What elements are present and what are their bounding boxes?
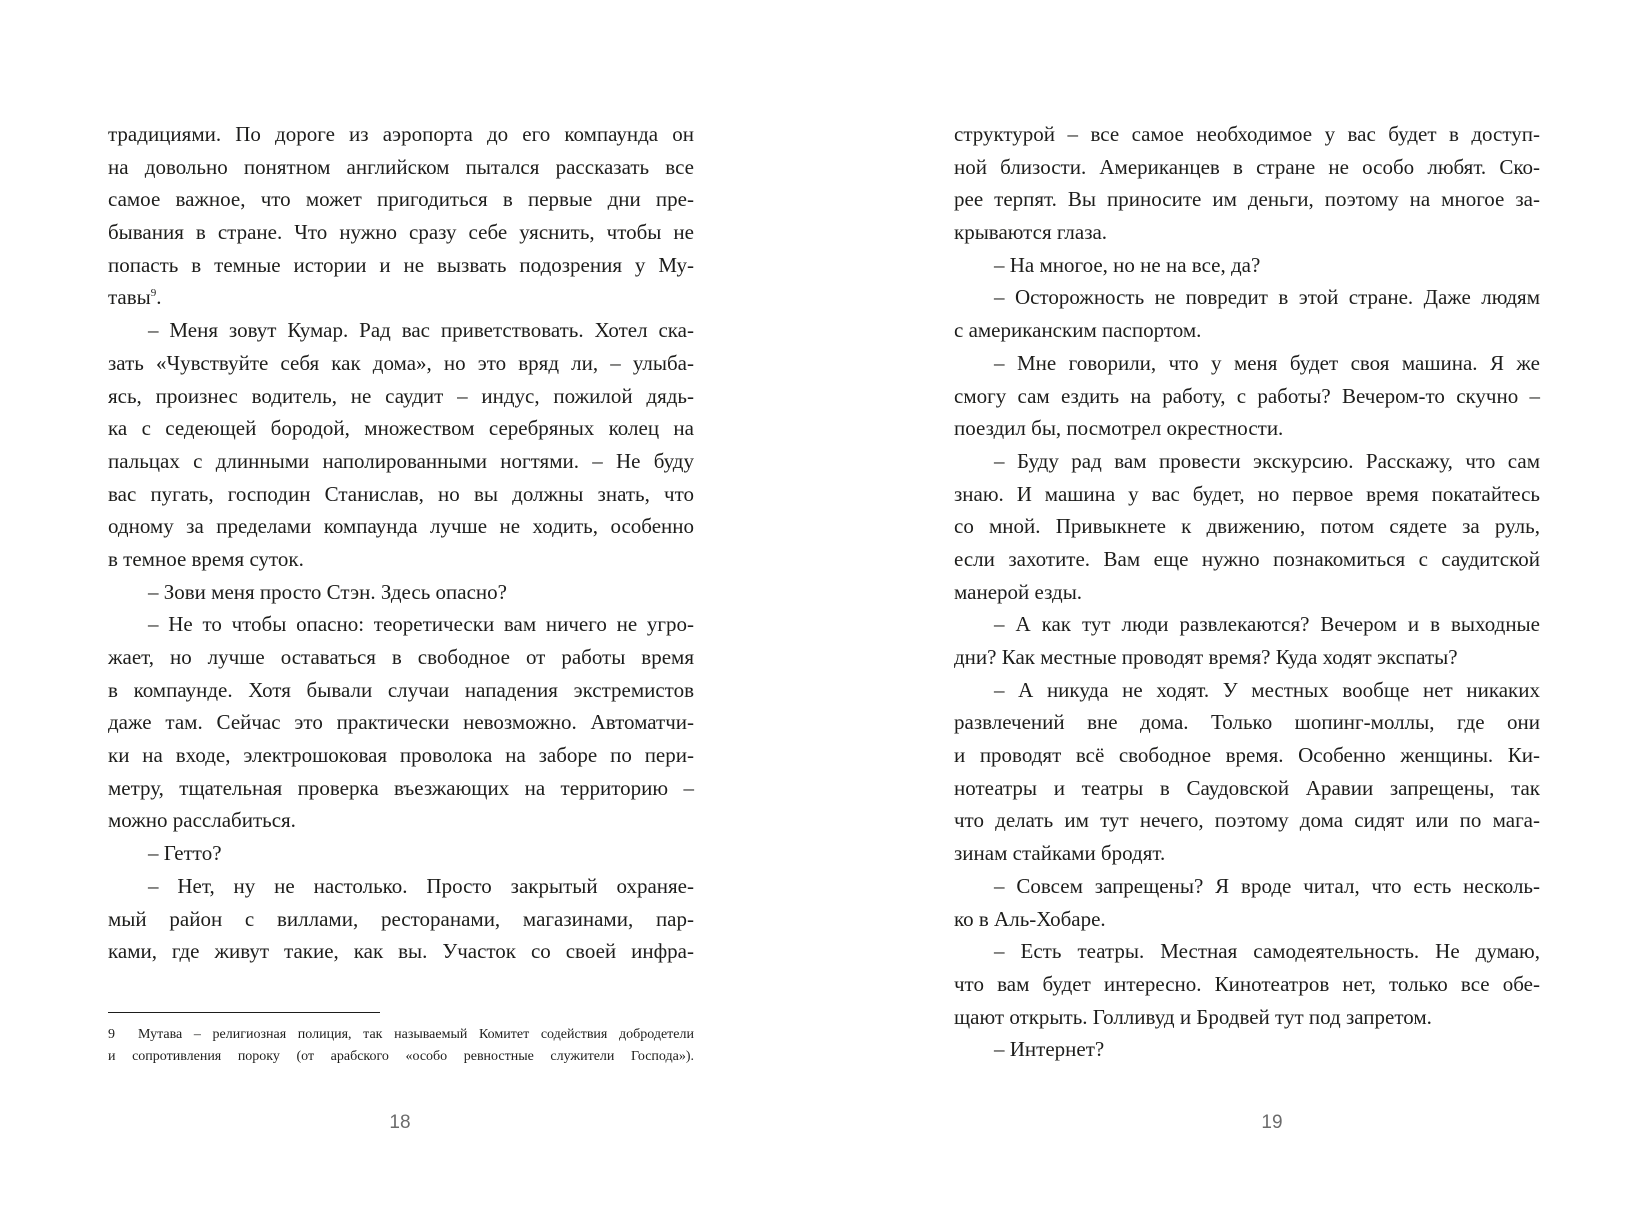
footnote-number: 9: [108, 1027, 115, 1042]
text-line-tail: .: [156, 285, 162, 310]
text-line-content: – Есть театры. Местная самодеятельность. Не думаю,: [994, 939, 1540, 964]
text-line-content: даже там. Сейчас это практически невозможно. Автоматчи-: [108, 710, 694, 735]
text-line-content: традициями. По дороге из аэропорта до его компаунда он: [108, 122, 694, 146]
text-line: [954, 641, 1540, 674]
text-line-content: – Мне говорили, что у меня будет своя машина. Я же: [994, 350, 1540, 375]
text-line: [108, 445, 694, 478]
text-line: [954, 183, 1540, 216]
text-line-content: – Гетто?: [148, 841, 222, 866]
text-line: [954, 739, 1540, 772]
text-line-content: нотеатры и театры в Саудовской Аравии запрещены, так: [954, 775, 1540, 800]
text-line: [954, 281, 1540, 314]
text-line-content: смогу сам ездить на работу, с работы? Вечером-то скучно –: [954, 383, 1540, 408]
text-line: [108, 249, 694, 282]
text-line: [954, 804, 1540, 837]
text-line: [954, 314, 1540, 347]
text-line: [108, 510, 694, 543]
text-line-content: попасть в темные истории и не вызвать подозрения у Му-: [108, 252, 694, 277]
text-line-content: можно расслабиться.: [108, 808, 296, 833]
text-line-content: развлечений вне дома. Только шопинг-моллы, где они: [954, 710, 1540, 735]
text-line-content: мый район с виллами, ресторанами, магазинами, пар-: [108, 906, 694, 931]
text-line-content: – Осторожность не повредит в этой стране. Даже людям: [994, 285, 1540, 310]
text-line-content: знаю. И машина у вас будет, но первое время покатайтесь: [954, 481, 1540, 506]
text-line: [108, 706, 694, 739]
text-line-content: дни? Как местные проводят время? Куда ходят экспаты?: [954, 645, 1458, 669]
page-number-right: 19: [1261, 1112, 1283, 1133]
text-line: [108, 543, 694, 576]
text-line-content: – А никуда не ходят. У местных вообще нет никаких: [994, 677, 1540, 702]
text-line: [954, 118, 1540, 151]
text-line: [108, 151, 694, 184]
text-line-content: вас пугать, господин Станислав, но вы должны знать, что: [108, 481, 694, 506]
text-line-content: – Не то чтобы опасно: теоретически вам ничего не угро-: [148, 612, 694, 637]
footnote-line-2: и сопротивления пороку (от арабского «особо ревностные служители Господа»).: [108, 1049, 694, 1064]
text-line-content: в темное время суток.: [108, 546, 304, 571]
text-line: [954, 445, 1540, 478]
text-line: [954, 249, 1540, 282]
footnote: [108, 1024, 694, 1068]
text-line-content: метру, тщательная проверка въезжающих на территорию –: [108, 775, 694, 800]
text-line-content: бывания в стране. Что нужно сразу себе уяснить, чтобы не: [108, 220, 694, 245]
footnote-divider: [108, 1012, 380, 1013]
text-line-content: в компаунде. Хотя бывали случаи нападения экстремистов: [108, 677, 694, 702]
text-line: [108, 576, 694, 609]
text-line: [954, 412, 1540, 445]
text-line-content: – Буду рад вам провести экскурсию. Расскажу, что сам: [994, 448, 1540, 473]
text-line-content: ками, где живут такие, как вы. Участок со своей инфра-: [108, 939, 694, 964]
text-line-content: что вам будет интересно. Кинотеатров нет, только все обе-: [954, 971, 1540, 996]
text-line: [954, 1001, 1540, 1034]
text-line-content: на довольно понятном английском пытался рассказать все: [108, 154, 694, 179]
text-line: [108, 674, 694, 707]
text-line: [954, 576, 1540, 609]
text-line-content: – Зови меня просто Стэн. Здесь опасно?: [148, 579, 507, 604]
text-line-content: – Меня зовут Кумар. Рад вас приветствовать. Хотел ска-: [148, 318, 694, 343]
text-line-content: одному за пределами компаунда лучше не ходить, особенно: [108, 514, 694, 539]
text-line: [108, 772, 694, 805]
footnote-text-1: Мутава – религиозная полиция, так называемый Комитет содействия добродетели: [138, 1027, 694, 1042]
text-line: [954, 706, 1540, 739]
text-line: [954, 870, 1540, 903]
text-line-content: зинам стайками бродят.: [954, 841, 1166, 866]
text-line: [108, 281, 694, 314]
text-line: [108, 478, 694, 511]
text-line: [108, 118, 694, 151]
text-line-content: – На многое, но не на все, да?: [994, 252, 1261, 277]
text-line: [954, 772, 1540, 805]
text-line: [108, 347, 694, 380]
text-line-content: – Совсем запрещены? Я вроде читал, что есть несколь-: [994, 873, 1540, 898]
text-line-content: поездил бы, посмотрел окрестности.: [954, 416, 1284, 441]
text-line: [954, 903, 1540, 936]
text-line-content: – Нет, ну не настолько. Просто закрытый охраняе-: [148, 873, 694, 898]
text-line-content: самое важное, что может пригодиться в первые дни пре-: [108, 187, 694, 212]
text-line: [954, 510, 1540, 543]
text-line: [108, 608, 694, 641]
text-line: [954, 380, 1540, 413]
text-line: [108, 903, 694, 936]
text-line-content: – Интернет?: [994, 1037, 1105, 1062]
text-line: [954, 347, 1540, 380]
footnote-reference[interactable]: 9: [150, 287, 157, 300]
text-line: [108, 641, 694, 674]
text-line: [954, 674, 1540, 707]
text-line-content: и проводят всё свободное время. Особенно женщины. Ки-: [954, 743, 1540, 768]
text-line-content: с американским паспортом.: [954, 318, 1202, 343]
text-line: [108, 412, 694, 445]
text-line: [108, 804, 694, 837]
text-line: [954, 1033, 1540, 1066]
text-line-content: тавы: [108, 285, 151, 310]
text-line: [108, 380, 694, 413]
text-line: [108, 183, 694, 216]
text-line: [108, 837, 694, 870]
text-line: [954, 837, 1540, 870]
text-line: [954, 478, 1540, 511]
text-line-content: ясь, произнес водитель, не саудит – индус, пожилой дядь-: [108, 383, 694, 408]
page-number-left: 18: [389, 1112, 411, 1133]
footnote-line-1: [108, 1024, 694, 1046]
text-line-content: что делать им тут нечего, поэтому дома сидят или по мага-: [954, 808, 1540, 833]
text-line-content: зать «Чувствуйте себя как дома», но это вряд ли, – улыба-: [108, 350, 694, 375]
text-line-content: пальцах с длинными наполированными ногтями. – Не буду: [108, 448, 694, 473]
text-line-content: рее терпят. Вы приносите им деньги, поэтому на многое за-: [954, 187, 1540, 212]
right-page-text: [954, 118, 1540, 1066]
text-line-content: структурой – все самое необходимое у вас будет в доступ-: [954, 122, 1540, 146]
text-line-content: щают открыть. Голливуд и Бродвей тут под запретом.: [954, 1004, 1432, 1029]
text-line-content: ко в Аль-Хобаре.: [954, 906, 1106, 931]
text-line: [954, 543, 1540, 576]
text-line-content: ка с седеющей бородой, множеством серебряных колец на: [108, 416, 694, 441]
text-line-content: крываются глаза.: [954, 220, 1108, 245]
text-line-content: ной близости. Американцев в стране не особо любят. Ско-: [954, 154, 1540, 179]
text-line: [954, 968, 1540, 1001]
text-line: [954, 608, 1540, 641]
text-line: [954, 935, 1540, 968]
text-line-content: ки на входе, электрошоковая проволока на заборе по пери-: [108, 743, 694, 768]
text-line-content: со мной. Привыкнете к движению, потом сядете за руль,: [954, 514, 1540, 539]
text-line: [108, 935, 694, 968]
text-line: [954, 216, 1540, 249]
text-line: [108, 739, 694, 772]
left-page-text: [108, 118, 694, 968]
text-line-content: если захотите. Вам еще нужно познакомиться с саудитской: [954, 546, 1540, 571]
text-line: [108, 314, 694, 347]
text-line-content: жает, но лучше оставаться в свободное от работы время: [108, 645, 694, 669]
text-line-content: манерой езды.: [954, 579, 1083, 604]
text-line: [108, 216, 694, 249]
text-line-content: – А как тут люди развлекаются? Вечером и в выходные: [994, 612, 1540, 637]
text-line: [954, 151, 1540, 184]
text-line: [108, 870, 694, 903]
right-page: [822, 0, 1644, 1208]
